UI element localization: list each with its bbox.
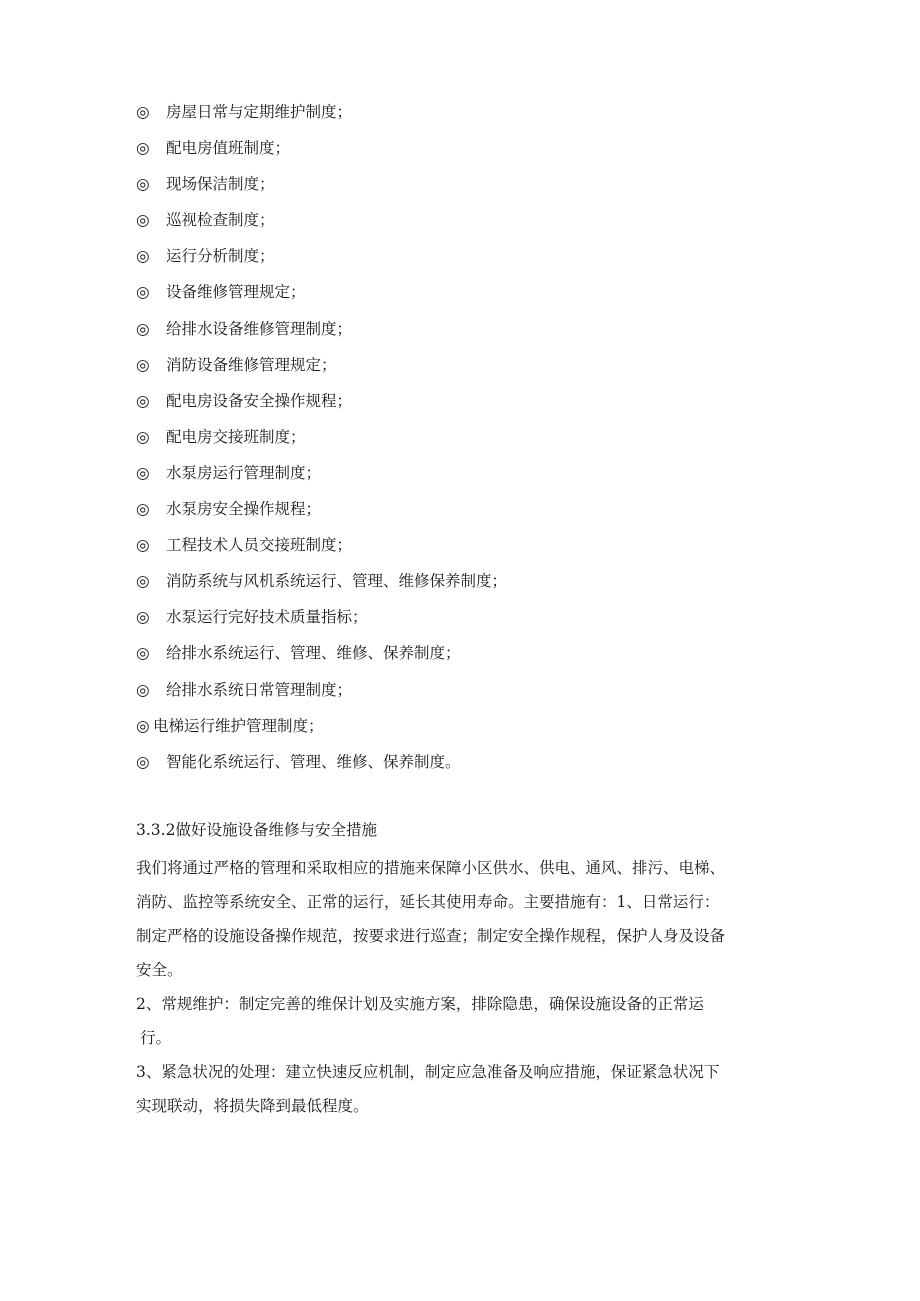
double-circle-bullet-icon: ◎: [136, 427, 150, 446]
paragraph-line: 我们将通过严格的管理和采取相应的措施来保障小区供水、供电、通风、排污、电梯、: [136, 859, 726, 877]
double-circle-bullet-icon: ◎: [136, 175, 150, 194]
double-circle-bullet-icon: ◎: [136, 247, 150, 266]
double-circle-bullet-icon: ◎: [136, 752, 150, 771]
double-circle-bullet-icon: ◎: [136, 680, 150, 699]
list-item: [136, 494, 796, 530]
paragraph-line: 实现联动，将损失降到最低程度。: [136, 1097, 369, 1115]
list-item-text: 房屋日常与定期维护制度；: [166, 103, 353, 121]
list-item: [136, 711, 796, 747]
list-item: [136, 747, 796, 783]
list-item-text: 智能化系统运行、管理、维修、保养制度。: [166, 752, 461, 771]
double-circle-bullet-icon: ◎: [136, 139, 150, 158]
list-item-text: 给排水系统日常管理制度；: [166, 680, 353, 699]
list-item-text: 给排水系统运行、管理、维修、保养制度；: [166, 644, 461, 663]
list-item: [136, 386, 796, 422]
list-item: [136, 422, 796, 458]
paragraph-line: 制定严格的设施设备操作规范，按要求进行巡查；制定安全操作规程，保护人身及设备: [136, 927, 726, 945]
section-heading: 3.3.2做好设施设备维修与安全措施: [136, 821, 377, 839]
list-item: [136, 566, 796, 602]
list-item: [136, 638, 796, 674]
regulation-list: [136, 97, 796, 783]
list-item: [136, 458, 796, 494]
paragraph-line: 消防、监控等系统安全、正常的运行，延长其使用寿命。主要措施有：1、日常运行：: [136, 893, 720, 911]
list-item: [136, 169, 796, 205]
double-circle-bullet-icon: ◎: [136, 463, 150, 482]
list-item: [136, 530, 796, 566]
list-item-text: 运行分析制度；: [166, 247, 275, 266]
double-circle-bullet-icon: ◎: [136, 716, 150, 735]
list-item: [136, 133, 796, 169]
list-item: [136, 97, 796, 133]
list-item: [136, 602, 796, 638]
double-circle-bullet-icon: ◎: [136, 211, 150, 230]
double-circle-bullet-icon: ◎: [136, 103, 150, 121]
double-circle-bullet-icon: ◎: [136, 355, 150, 374]
list-item-text: 工程技术人员交接班制度；: [166, 536, 353, 555]
double-circle-bullet-icon: ◎: [136, 536, 150, 555]
list-item-text: 消防系统与风机系统运行、管理、维修保养制度；: [166, 572, 508, 591]
paragraph-line: 3、紧急状况的处理：建立快速反应机制，制定应急准备及响应措施，保证紧急状况下: [136, 1063, 720, 1081]
intro-paragraph: [136, 851, 786, 987]
list-item-text: 巡视检查制度；: [166, 211, 275, 230]
list-item: [136, 314, 796, 350]
paragraph-line: 2、常规维护：制定完善的维保计划及实施方案，排除隐患，确保设施设备的正常运: [136, 995, 704, 1013]
routine-maintenance-paragraph: [136, 987, 786, 1055]
list-item-text: 水泵房运行管理制度；: [166, 463, 322, 482]
list-item-text: 配电房值班制度；: [166, 139, 291, 158]
list-item: [136, 675, 796, 711]
double-circle-bullet-icon: ◎: [136, 283, 150, 302]
list-item: [136, 205, 796, 241]
double-circle-bullet-icon: ◎: [136, 500, 150, 519]
maintenance-safety-section: [136, 815, 786, 1123]
list-item-text: 电梯运行维护管理制度；: [153, 716, 324, 735]
paragraph-line: 安全。: [136, 961, 183, 979]
list-item-text: 水泵房安全操作规程；: [166, 500, 322, 519]
list-item-text: 现场保洁制度；: [166, 175, 275, 194]
list-item-text: 消防设备维修管理规定；: [166, 355, 337, 374]
list-item: [136, 241, 796, 277]
list-item-text: 配电房设备安全操作规程；: [166, 391, 353, 410]
list-item: [136, 350, 796, 386]
list-item-text: 给排水设备维修管理制度；: [166, 319, 353, 338]
double-circle-bullet-icon: ◎: [136, 608, 150, 627]
double-circle-bullet-icon: ◎: [136, 319, 150, 338]
list-item-text: 配电房交接班制度；: [166, 427, 306, 446]
list-item-text: 水泵运行完好技术质量指标；: [166, 608, 368, 627]
list-item: [136, 277, 796, 313]
list-item-text: 设备维修管理规定；: [166, 283, 306, 302]
paragraph-line: 行。: [140, 1029, 172, 1047]
double-circle-bullet-icon: ◎: [136, 391, 150, 410]
double-circle-bullet-icon: ◎: [136, 644, 150, 663]
double-circle-bullet-icon: ◎: [136, 572, 150, 591]
emergency-handling-paragraph: [136, 1055, 786, 1123]
